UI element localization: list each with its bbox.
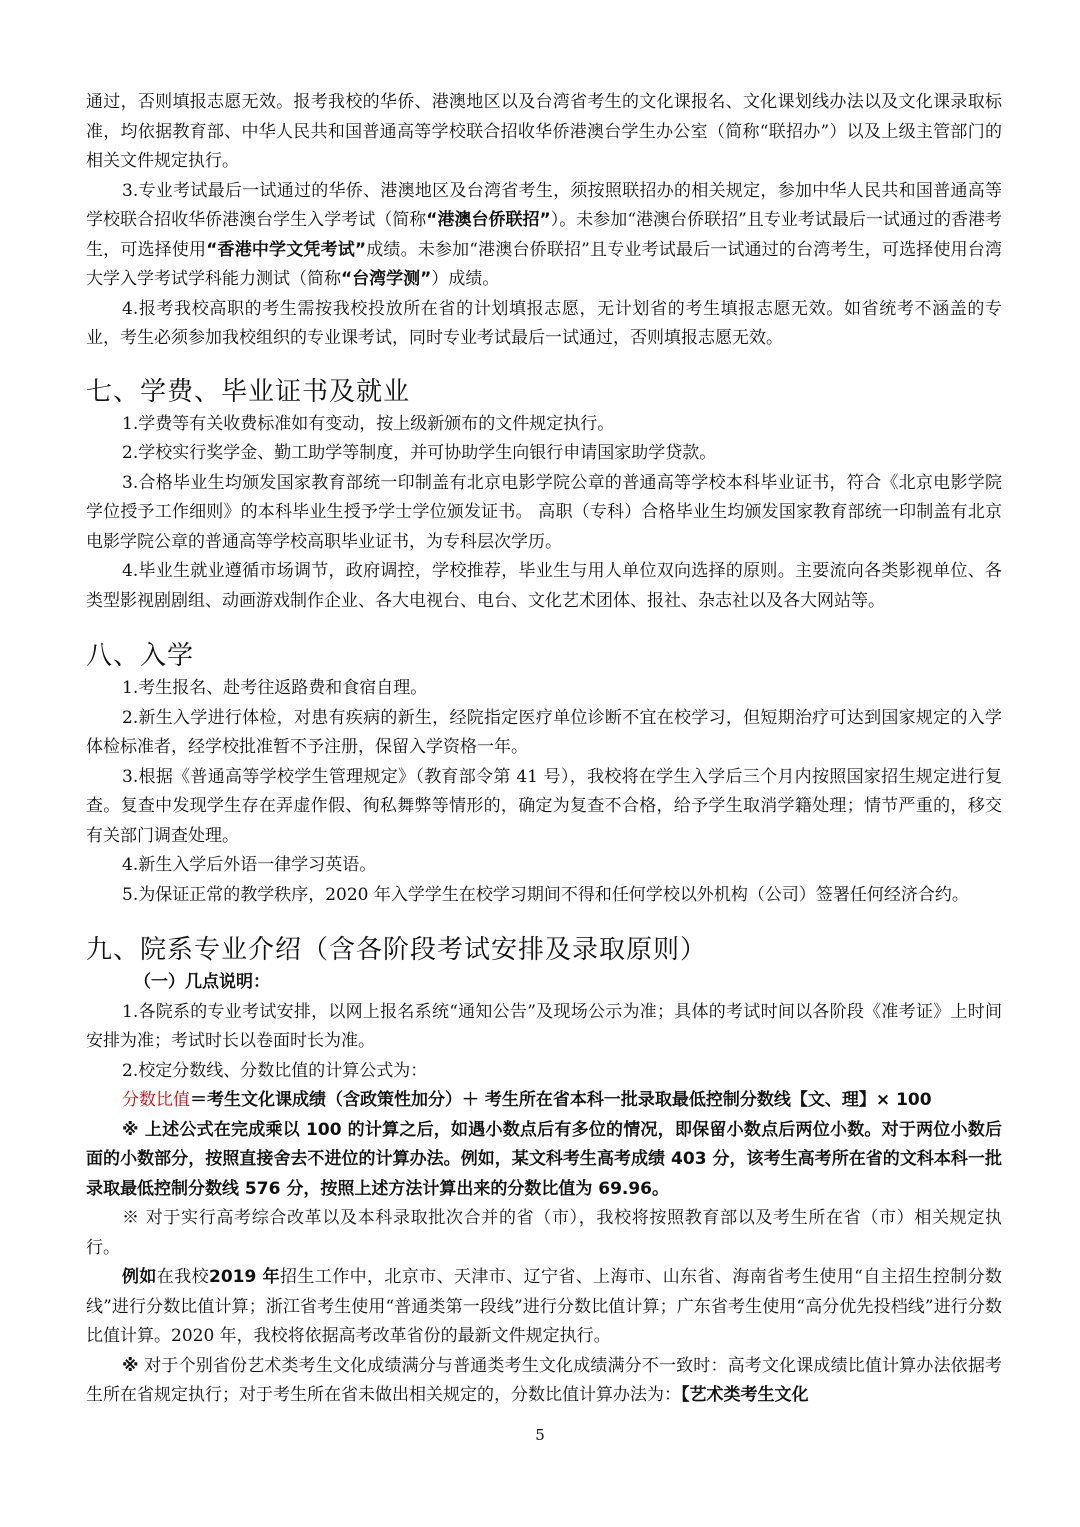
bold-text: “台湾学测”	[341, 269, 432, 289]
note-paragraph: ※ 上述公式在完成乘以 100 的计算之后，如遇小数点后有多位的情况，即保留小数点后两位小数。对于两位小数后面的小数部分，按照直接舍去不进位的计算办法。例如，某文科考生高考成绩 403 分，该考生高考所在省的文科本科一批录取最低控制分数线 576 分，按照上述方法计算出来的分数比值为 69.96。	[86, 1119, 1002, 1199]
paragraph: 4.毕业生就业遵循市场调节，政府调控，学校推荐，毕业生与用人单位双向选择的原则。主要流向各类影视单位、各类型影视剧剧组、动画游戏制作企业、各大电视台、电台、文化艺术团体、报社、杂志社以及各大网站等。	[86, 561, 1002, 611]
paragraph	[86, 1263, 1002, 1352]
section-heading: 八、入学	[86, 641, 195, 671]
subsection-heading: （一）几点说明：	[134, 972, 270, 992]
paragraph: 1.考生报名、赴考往返路费和食宿自理。	[122, 678, 428, 698]
formula	[86, 1086, 1002, 1116]
bold-text: 【艺术类考生文化	[681, 1385, 809, 1405]
paragraph: 5.为保证正常的教学秩序，2020 年入学学生在校学习期间不得和任何学校以外机构（公司）签署任何经济合约。	[122, 884, 969, 905]
text: 招生工作中，北京市、天津市、辽宁省、上海市、山东省、海南省考生使用“自主招生控制分数线”进行分数比值计算；浙江省考生使用“普通类第一段线”进行分数比值计算；广东省考生使用“高分优先投档线”进行分数比值计算。2020 年，我校将依据高考改革省份的最新文件规定执行。	[86, 1267, 1003, 1346]
text: 成绩。未参加“港澳台侨联招”且专业考试最后一试通过的台湾考生，可选择使用台湾大学入学考试学科能力测试（简称	[86, 239, 1002, 289]
text: ）。未参加“港澳台侨联招”且专业考试最后一试通过的香港考生，可选择使用	[86, 210, 1002, 260]
text: 在我校	[156, 1267, 209, 1287]
formula-expression: ＝考生文化课成绩（含政策性加分）＋ 考生所在省本科一批录取最低控制分数线【文、理】× 100	[190, 1090, 932, 1110]
note-paragraph: ※ 对于实行高考综合改革以及本科录取批次合并的省（市），我校将按照教育部以及考生所在省（市）相关规定执行。	[86, 1208, 1002, 1258]
bold-text: 例如	[122, 1267, 157, 1287]
paragraph: 3.合格毕业生均颁发国家教育部统一印制盖有北京电影学院公章的普通高等学校本科毕业证书，符合《北京电影学院学位授予工作细则》的本科毕业生授予学士学位颁发证书。 高职（专科）合格毕业生均颁发国家教育部统一印制盖有北京电影学院公章的普通高等学校高职毕业证书，为专科层次学历。	[86, 472, 1002, 552]
paragraph: 4.新生入学后外语一律学习英语。	[122, 855, 377, 875]
section-heading: 七、学费、毕业证书及就业	[86, 376, 411, 407]
paragraph	[86, 177, 1002, 295]
bold-text: “港澳台侨联招”	[426, 210, 551, 230]
paragraph: 2.学校实行奖学金、勤工助学等制度，并可协助学生向银行申请国家助学贷款。	[122, 443, 717, 463]
text: 3.专业考试最后一试通过的华侨、港澳地区及台湾省考生，须按照联招办的相关规定，参加中华人民共和国普通高等学校联合招收华侨港澳台学生入学考试（简称	[86, 180, 1002, 230]
paragraph: 3.根据《普通高等学校学生管理规定》（教育部令第 41 号），我校将在学生入学后三个月内按照国家招生规定进行复查。复查中发现学生存在弄虚作假、徇私舞弊等情形的，确定为复查不合格，给予学生取消学籍处理；情节严重的，移交有关部门调查处理。	[86, 766, 1002, 846]
note-paragraph	[86, 1352, 1002, 1411]
document-page	[86, 88, 1002, 1411]
paragraph: 1.各院系的专业考试安排，以网上报名系统“通知公告”及现场公示为准；具体的考试时间以各阶段《准考证》上时间安排为准；考试时长以卷面时长为准。	[86, 1001, 1002, 1051]
paragraph: 2.校定分数线、分数比值的计算公式为：	[122, 1060, 428, 1081]
paragraph: 1.学费等有关收费标准如有变动，按上级新颁布的文件规定执行。	[122, 413, 615, 434]
paragraph: 通过，否则填报志愿无效。报考我校的华侨、港澳地区以及台湾省考生的文化课报名、文化课划线办法以及文化课录取标准，均依据教育部、中华人民共和国普通高等学校联合招收华侨港澳台学生办公室（简称“联招办”）以及上级主管部门的相关文件规定执行。	[86, 92, 1002, 171]
bold-text: “香港中学文凭考试”	[206, 239, 367, 260]
page-number: 5	[535, 1426, 545, 1444]
bold-text: ※	[122, 1355, 139, 1376]
bold-text: 2019 年	[209, 1267, 281, 1287]
text: ）成绩。	[431, 269, 500, 289]
text: 对于个别省份艺术类考生文化成绩满分与普通类考生文化成绩满分不一致时：高考文化课成绩比值计算办法依据考生所在省规定执行；对于考生所在省未做出相关规定的，分数比值计算办法为：	[86, 1355, 1002, 1405]
paragraph: 4.报考我校高职的考生需按我校投放所在省的计划填报志愿，无计划省的考生填报志愿无效。如省统考不涵盖的专业，考生必须参加我校组织的专业课考试，同时专业考试最后一试通过，否则填报志愿无效。	[86, 298, 1002, 348]
section-heading: 九、院系专业介绍（含各阶段考试安排及录取原则）	[86, 935, 708, 965]
paragraph: 2.新生入学进行体检，对患有疾病的新生，经院指定医疗单位诊断不宜在校学习，但短期治疗可达到国家规定的入学体检标准者，经学校批准暂不予注册，保留入学资格一年。	[86, 707, 1002, 757]
formula-term: 分数比值	[122, 1090, 190, 1110]
